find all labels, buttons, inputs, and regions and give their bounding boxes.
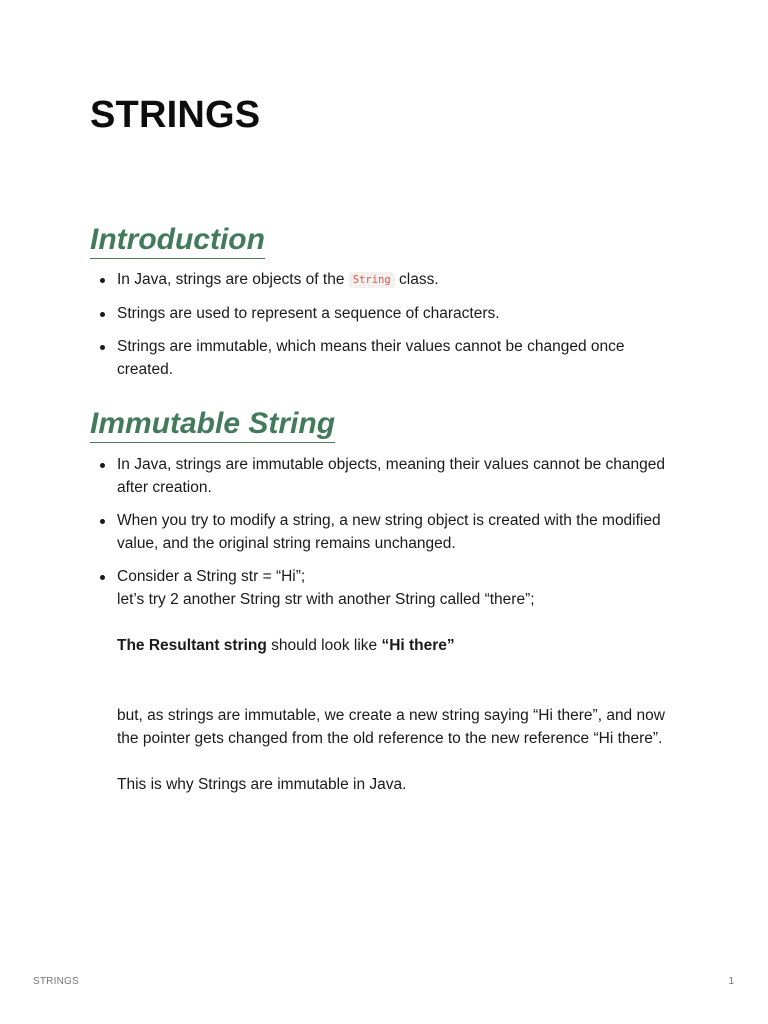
list-item-example [90,565,680,796]
result-value: “Hi there” [381,637,455,654]
result-line [117,634,680,657]
explanation-paragraph: but, as strings are immutable, we create a new string saying “Hi there”, and now the pointer gets changed from the old reference to the new reference “Hi there”. [117,707,665,747]
example-line: let’s try 2 another String str with another String called “there”; [117,591,535,608]
list-item: When you try to modify a string, a new string object is created with the modified value, and the original string remains unchanged. [90,509,680,555]
result-label: The Resultant string [117,637,267,654]
conclusion-paragraph: This is why Strings are immutable in Java. [117,776,407,793]
result-mid-text: should look like [266,637,382,654]
section-heading-immutable-string: Immutable String [90,406,335,443]
list-item-text: class. [394,271,439,288]
list-item [90,268,680,292]
example-line: Consider a String str = “Hi”; [117,568,306,585]
section-heading-introduction: Introduction [90,222,265,259]
immutable-string-list [90,453,680,806]
footer-page-number: 1 [728,976,734,987]
inline-code: String [349,272,395,288]
footer-label: STRINGS [33,976,79,987]
list-item: In Java, strings are immutable objects, meaning their values cannot be changed after creation. [90,453,680,499]
introduction-list [90,268,680,391]
list-item-text: In Java, strings are objects of the [117,271,349,288]
page-title: STRINGS [90,94,261,136]
list-item: Strings are immutable, which means their values cannot be changed once created. [90,335,680,381]
list-item: Strings are used to represent a sequence of characters. [90,302,680,325]
